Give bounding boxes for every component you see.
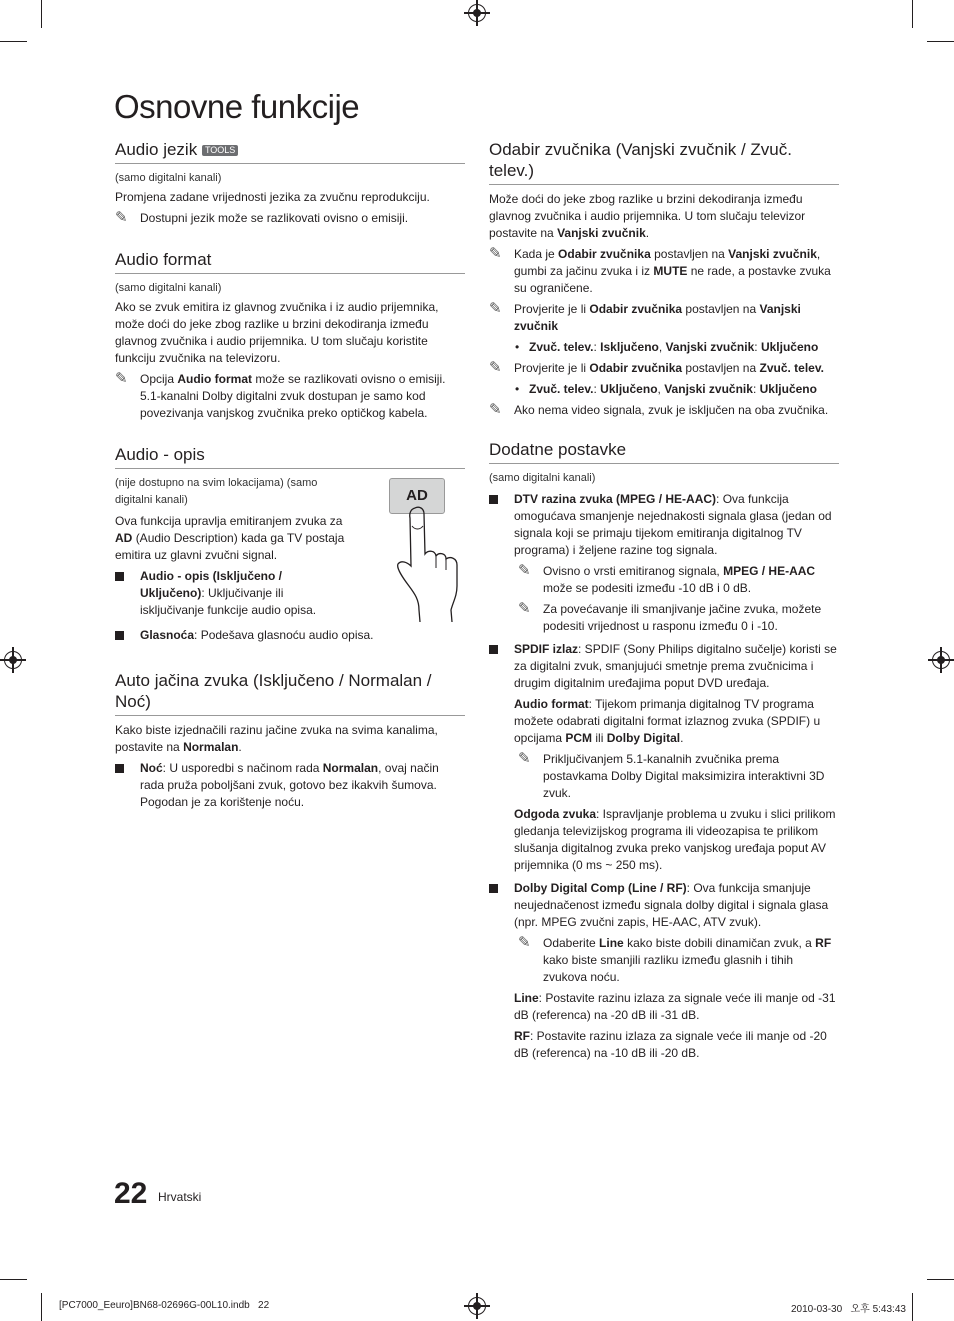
subtitle: (nije dostupno na svim lokacijama) (samo digitalni kanali) xyxy=(115,477,318,506)
note: ✎ Provjerite je li Odabir zvučnika postavljen na Zvuč. telev. xyxy=(489,359,824,376)
crop-mark xyxy=(41,0,42,28)
section-heading: Auto jačina zvuka (Isključeno / Normalan / Noć) xyxy=(115,670,465,716)
language-label: Hrvatski xyxy=(158,1190,202,1204)
bullet-item: DTV razina zvuka (MPEG / HE-AAC): Ova funkcija omogućava smanjenje nejednakosti signala glasa (jedan od signala koji se primaju tijekom emitiranja digitalnog TV programa) i željene razine tog signala. xyxy=(489,491,839,559)
note-pencil-icon: ✎ xyxy=(518,750,531,767)
section-audio-jezik xyxy=(115,139,465,227)
dot-bullet-item: • Zvuč. telev.: Isključeno, Vanjski zvučnik: Uključeno xyxy=(515,340,819,354)
note-pencil-icon: ✎ xyxy=(489,401,502,418)
paragraph: Line: Postavite razinu izlaza za signale veće ili manje od -31 dB (referenca) na -20 dB ili -31 dB. xyxy=(514,991,836,1022)
crop-mark xyxy=(0,41,27,42)
paragraph: RF: Postavite razinu izlaza za signale veće ili manje od -20 dB (referenca) na -10 dB ili -20 dB. xyxy=(514,1029,827,1060)
note: ✎ Provjerite je li Odabir zvučnika postavljen na Vanjski zvučnik xyxy=(489,300,801,333)
registration-mark-icon xyxy=(468,1297,486,1315)
subtitle: (samo digitalni kanali) xyxy=(115,282,222,294)
note-pencil-icon: ✎ xyxy=(489,359,502,376)
left-column xyxy=(115,139,465,811)
page-title: Osnovne funkcije xyxy=(114,88,360,125)
bullet-square-icon xyxy=(115,631,124,640)
bullet-item: SPDIF izlaz: SPDIF (Sony Philips digitalno sučelje) koristi se za digitalni zvuk, smanjujući smetnje prema zvučnicima i drugim digitalnim uređajima poput DVD uređaja. xyxy=(489,641,839,692)
paragraph: Odgoda zvuka: Ispravljanje problema u zvuku i slici prilikom gledanja televizijskog programa ili videozapisa te prilikom slušanja digitalnog zvuka preko vanjskog uređaja poput AV prijemnika (0 ms ~ 250 ms). xyxy=(514,807,836,872)
section-heading: Audio jezik TOOLS xyxy=(115,139,465,164)
dot-bullet-item: • Zvuč. telev.: Uključeno, Vanjski zvučnik: Uključeno xyxy=(515,382,817,396)
registration-mark-icon xyxy=(468,4,486,22)
paragraph: Audio format: Tijekom primanja digitalnog TV programa možete odabrati digitalni format izlaznog zvuka (SPDIF) u opcijama PCM ili Dolby Digital. xyxy=(514,697,821,745)
hand-pointer-icon xyxy=(395,504,475,624)
bullet-item: Audio - opis (Isključeno / Uključeno): Uključivanje ili isključivanje funkcije audio opisa. xyxy=(115,568,350,619)
registration-mark-icon xyxy=(4,651,22,669)
subtitle: (samo digitalni kanali) xyxy=(115,172,222,184)
note-pencil-icon: ✎ xyxy=(518,562,531,579)
tools-icon: TOOLS xyxy=(202,145,238,156)
note: ✎ Dostupni jezik može se razlikovati ovisno o emisiji. xyxy=(115,209,409,226)
paragraph: Kako biste izjednačili razinu jačine zvuka na svima kanalima, postavite na Normalan. xyxy=(115,723,438,754)
paragraph: Ova funkcija upravlja emitiranjem zvuka za AD (Audio Description) kada ga TV postaja emitira uz glavni zvučni signal. xyxy=(115,514,345,562)
crop-mark xyxy=(912,1293,913,1321)
crop-mark xyxy=(0,1279,27,1280)
crop-mark xyxy=(912,0,913,28)
bullet-dot-icon: • xyxy=(515,340,520,354)
note: ✎ Odaberite Line kako biste dobili dinamičan zvuk, a RF kako biste smanjili razliku između glasnih i tihih zvukova noću. xyxy=(518,934,832,984)
subtitle: (samo digitalni kanali) xyxy=(489,472,596,484)
file-info: [PC7000_Eeuro]BN68-02696G-00L10.indb 22 xyxy=(59,1300,270,1311)
section-auto-jacina xyxy=(115,670,465,811)
bullet-square-icon xyxy=(115,572,124,581)
note: ✎ Opcija Audio format može se razlikovati ovisno o emisiji. 5.1-kanalni Dolby digitalni zvuk dostupan je samo kod povezivanja vanjskog zvučnika preko optičkog kabela. xyxy=(115,370,446,420)
paragraph: Ako se zvuk emitira iz glavnog zvučnika i iz audio prijemnika, može doći do jeke zbog razlike u brzini dekodiranja između glavnog zvučnika i audio prijemnika. U tom slučaju koristite funkciju zvučnika na televizoru. xyxy=(115,300,439,365)
note-pencil-icon: ✎ xyxy=(115,370,128,387)
page-number: 22 xyxy=(114,1177,148,1210)
registration-mark-icon xyxy=(932,651,950,669)
note: ✎ Kada je Odabir zvučnika postavljen na Vanjski zvučnik, gumbi za jačinu zvuka i iz MUTE ne rade, a postavke zvuka su ograničene. xyxy=(489,245,831,295)
crop-mark xyxy=(927,1279,954,1280)
section-heading: Audio format xyxy=(115,249,465,274)
bullet-item: Noć: U usporedbi s načinom rada Normalan, ovaj način rada pruža poboljšani zvuk, gotovo bez ikakvih šumova. Pogodan je za korištenje noću. xyxy=(115,760,465,811)
note-pencil-icon: ✎ xyxy=(518,600,531,617)
paragraph: Promjena zadane vrijednosti jezika za zvučnu reprodukciju. xyxy=(115,190,430,204)
note: ✎ Za povećavanje ili smanjivanje jačine zvuka, možete podesiti vrijednost u rasponu između 0 i -10. xyxy=(518,600,822,633)
right-column xyxy=(489,139,839,1062)
bullet-square-icon xyxy=(489,495,498,504)
crop-mark xyxy=(41,1293,42,1321)
crop-mark xyxy=(927,41,954,42)
section-heading: Dodatne postavke xyxy=(489,439,839,464)
print-date: 2010-03-30 오후 5:43:43 xyxy=(791,1304,906,1315)
bullet-square-icon xyxy=(489,645,498,654)
section-heading: Odabir zvučnika (Vanjski zvučnik / Zvuč. telev.) xyxy=(489,139,839,185)
note-pencil-icon: ✎ xyxy=(489,300,502,317)
ad-remote-button: AD xyxy=(389,478,445,514)
note-pencil-icon: ✎ xyxy=(489,245,502,262)
section-audio-opis xyxy=(115,444,465,644)
bullet-square-icon xyxy=(115,764,124,773)
section-heading: Audio - opis xyxy=(115,444,465,469)
note: ✎ Ako nema video signala, zvuk je isključen na oba zvučnika. xyxy=(489,401,829,418)
note-pencil-icon: ✎ xyxy=(115,209,128,226)
bullet-item: Glasnoća: Podešava glasnoću audio opisa. xyxy=(115,627,465,644)
bullet-dot-icon: • xyxy=(515,382,520,396)
paragraph: Može doći do jeke zbog razlike u brzini dekodiranja između glavnog zvučnika i audio prijemnika. U tom slučaju televizor postavite na Vanjski zvučnik. xyxy=(489,192,806,240)
note: ✎ Priključivanjem 5.1-kanalnih zvučnika prema postavkama Dolby Digital maksimizira interaktivni 3D zvuk. xyxy=(518,750,825,800)
section-odabir-zvucnika xyxy=(489,139,839,419)
bullet-square-icon xyxy=(489,884,498,893)
note: ✎ Ovisno o vrsti emitiranog signala, MPEG / HE-AAC može se podesiti između -10 dB i 0 dB. xyxy=(518,562,816,595)
note-pencil-icon: ✎ xyxy=(518,934,531,951)
bullet-item: Dolby Digital Comp (Line / RF): Ova funkcija smanjuje neujednačenost između signala dolby digital i signala glasa (npr. MPEG zvučni zapis, HE-AAC, ATV zvuk). xyxy=(489,880,839,931)
section-dodatne-postavke xyxy=(489,439,839,1062)
section-audio-format xyxy=(115,249,465,422)
